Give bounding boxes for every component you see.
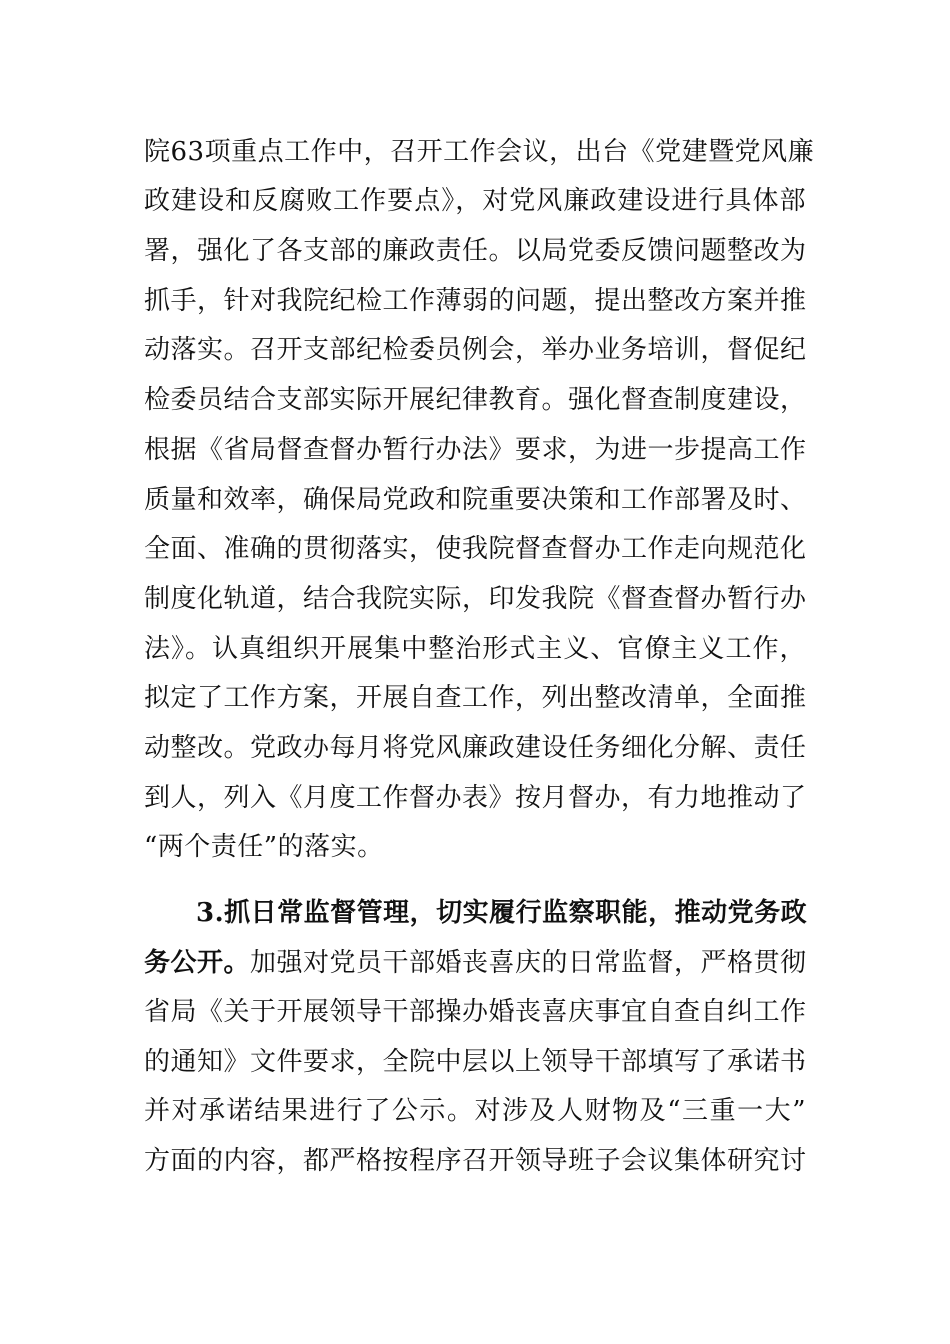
paragraph-line: 院63项重点工作中，召开工作会议，出台《党建暨党风廉 bbox=[144, 137, 815, 167]
paragraph-line: 法》。认真组织开展集中整治形式主义、官僚主义工作， bbox=[144, 634, 806, 664]
paragraph-line: 方面的内容，都严格按程序召开领导班子会议集体研究讨 bbox=[144, 1146, 807, 1176]
paragraph-line bbox=[144, 942, 806, 984]
paragraph-line: 动落实。召开支部纪检委员例会，举办业务培训，督促纪 bbox=[144, 335, 807, 365]
paragraph-line: 拟定了工作方案，开展自查工作，列出整改清单，全面推 bbox=[144, 683, 807, 713]
paragraph-text: 加强对党员干部婚丧喜庆的日常监督，严格贯彻 bbox=[250, 948, 807, 978]
paragraph-line: 根据《省局督查督办暂行办法》要求，为进一步提高工作 bbox=[144, 435, 807, 465]
paragraph-line: 政建设和反腐败工作要点》，对党风廉政建设进行具体部 bbox=[144, 186, 806, 216]
paragraph-line: 省局《关于开展领导干部操办婚丧喜庆事宜自查自纠工作 bbox=[144, 997, 807, 1027]
paragraph-line: 全面、准确的贯彻落实，使我院督查督办工作走向规范化 bbox=[144, 534, 807, 564]
paragraph-line: 制度化轨道，结合我院实际，印发我院《督查督办暂行办 bbox=[144, 584, 807, 614]
paragraph-line: 的通知》文件要求，全院中层以上领导干部填写了承诺书 bbox=[144, 1047, 807, 1077]
section-heading: 3.抓日常监督管理，切实履行监察职能，推动党务政 bbox=[196, 898, 808, 928]
paragraph-line: 抓手，针对我院纪检工作薄弱的问题，提出整改方案并推 bbox=[144, 286, 807, 316]
paragraph-line: 并对承诺结果进行了公示。对涉及人财物及“三重一大” bbox=[144, 1096, 806, 1126]
paragraph-line: 检委员结合支部实际开展纪律教育。强化督查制度建设， bbox=[144, 385, 807, 415]
paragraph-line: 到人，列入《月度工作督办表》按月督办，有力地推动了 bbox=[144, 783, 807, 813]
paragraph-line: 动整改。党政办每月将党风廉政建设任务细化分解、责任 bbox=[144, 733, 807, 763]
paragraph-line: “两个责任”的落实。 bbox=[144, 832, 384, 862]
paragraph-line: 质量和效率，确保局党政和院重要决策和工作部署及时、 bbox=[144, 485, 807, 515]
section-heading-tail: 务公开。 bbox=[144, 948, 251, 978]
paragraph-line: 署，强化了各支部的廉政责任。以局党委反馈问题整改为 bbox=[144, 236, 807, 266]
